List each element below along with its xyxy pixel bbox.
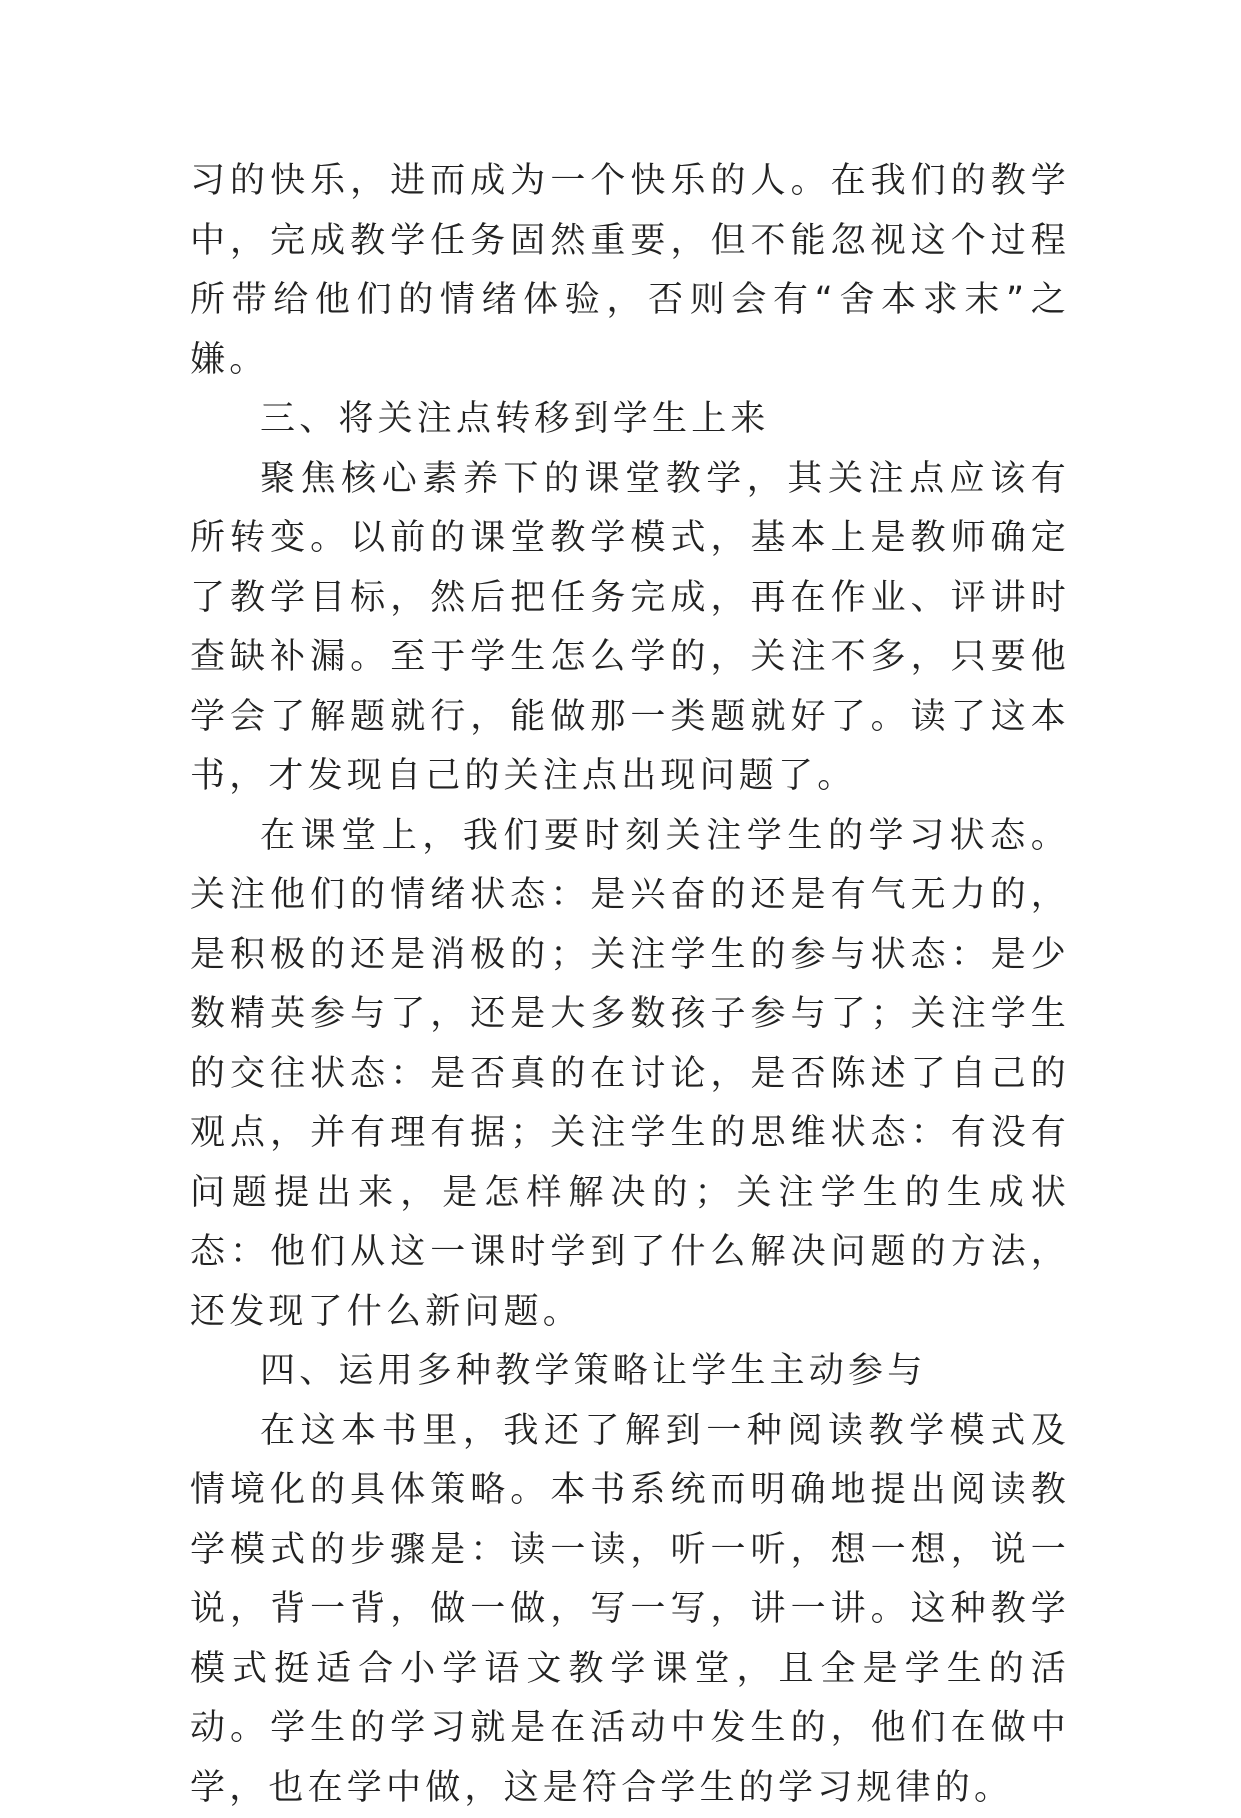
paragraph: 在这本书里，我还了解到一种阅读教学模式及情境化的具体策略。本书系统而明确地提出阅读教学模式的步骤是：读一读，听一听，想一想，说一说，背一背，做一做，写一写，讲一讲。这种教学模式挺适合小学语文教学课堂，且全是学生的活动。学生的学习就是在活动中发生的，他们在做中学，也在学中做，这是符合学生的学习规律的。 [190,1402,1070,1818]
section-heading-4: 四、运用多种教学策略让学生主动参与 [190,1342,1070,1402]
paragraph: 聚焦核心素养下的课堂教学，其关注点应该有所转变。以前的课堂教学模式，基本上是教师确定了教学目标，然后把任务完成，再在作业、评讲时查缺补漏。至于学生怎么学的，关注不多，只要他学会了解题就行，能做那一类题就好了。读了这本书，才发现自己的关注点出现问题了。 [190,450,1070,807]
section-heading-3: 三、将关注点转移到学生上来 [190,390,1070,450]
document-body [190,152,1070,1818]
paragraph-continuation: 习的快乐，进而成为一个快乐的人。在我们的教学中，完成教学任务固然重要，但不能忽视这个过程所带给他们的情绪体验，否则会有“舍本求末”之嫌。 [190,152,1070,390]
paragraph: 在课堂上，我们要时刻关注学生的学习状态。关注他们的情绪状态：是兴奋的还是有气无力的，是积极的还是消极的；关注学生的参与状态：是少数精英参与了，还是大多数孩子参与了；关注学生的交往状态：是否真的在讨论，是否陈述了自己的观点，并有理有据；关注学生的思维状态：有没有问题提出来，是怎样解决的；关注学生的生成状态：他们从这一课时学到了什么解决问题的方法，还发现了什么新问题。 [190,807,1070,1343]
